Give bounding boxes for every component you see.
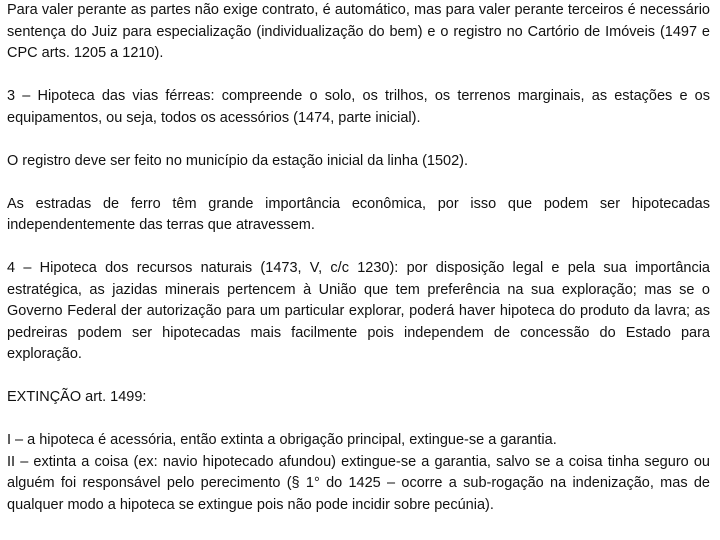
paragraph-spacer: [7, 237, 710, 259]
section-heading-extincao: EXTINÇÃO art. 1499:: [7, 389, 147, 405]
paragraph-spacer: [7, 65, 710, 87]
paragraph-spacer: [7, 172, 710, 194]
list-item-extincao-ii: II – extinta a coisa (ex: navio hipotecado afundou) extingue-se a garantia, salvo se a coisa tinha seguro ou alguém foi responsável pelo perecimento (§ 1° do 1425 – ocorre a sub-rogação na indenização, mas de qualquer modo a hipoteca se extingue pois não pode incidir sobre pecúnia).: [7, 453, 710, 513]
paragraph-spacer: [7, 409, 710, 431]
document-page: [7, 0, 710, 516]
list-item-extincao-i: I – a hipoteca é acessória, então extinta a obrigação principal, extingue-se a garantia.: [7, 432, 557, 448]
paragraph-spacer: [7, 129, 710, 151]
paragraph-estradas-de-ferro: As estradas de ferro têm grande importância econômica, por isso que podem ser hipotecadas independentemente das terras que atravessem.: [7, 195, 710, 233]
paragraph-recursos-naturais: 4 – Hipoteca dos recursos naturais (1473, V, c/c 1230): por disposição legal e pela sua importância estratégica, as jazidas minerais pertencem à União que tem preferência na sua exploração; mas se o Governo Federal der autorização para um particular explorar, poderá haver hipoteca do produto da lavra; as pedreiras podem ser hipotecadas mais facilmente pois independem de concessão do Estado para exploração.: [7, 260, 710, 362]
paragraph-hipoteca-vias-ferreas: 3 – Hipoteca das vias férreas: compreende o solo, os trilhos, os terrenos marginais, as estações e os equipamentos, ou seja, todos os acessórios (1474, parte inicial).: [7, 88, 710, 126]
paragraph-spacer: [7, 366, 710, 388]
paragraph-registro-especializacao: Para valer perante as partes não exige contrato, é automático, mas para valer perante terceiros é necessário sentença do Juiz para especialização (individualização do bem) e o registro no Cartório de Imóveis (1497 e CPC arts. 1205 a 1210).: [7, 2, 710, 61]
paragraph-registro-municipio: O registro deve ser feito no município da estação inicial da linha (1502).: [7, 152, 469, 169]
